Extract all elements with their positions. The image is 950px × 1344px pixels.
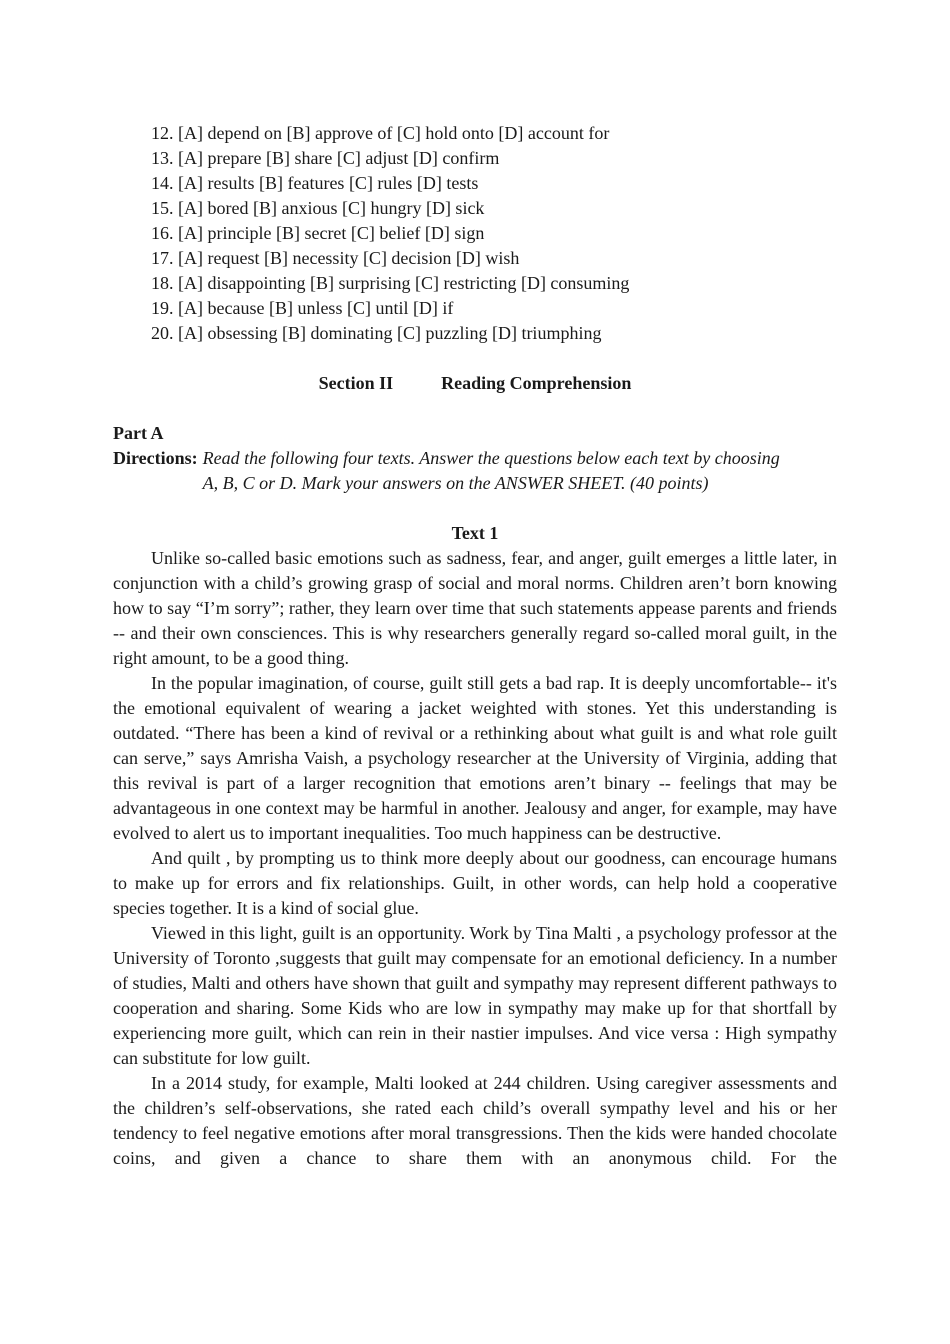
- paragraph: Unlike so-called basic emotions such as sadness, fear, and anger, guilt emerges a little later, in conjunction with a child’s growing grasp of social and moral norms. Children aren’t born knowing how to say “I’m sorry”; rather, they learn over time that such statements appease parents and friends -- and their own consciences. This is why researchers generally regard so-called moral guilt, in the right amount, to be a good thing.: [113, 548, 837, 668]
- section-heading: [113, 371, 837, 396]
- paragraph: In a 2014 study, for example, Malti looked at 244 children. Using caregiver assessments and the children’s self-observations, she rated each child’s overall sympathy level and his or her tendency to feel negative emotions after moral transgressions. Then the kids were handed chocolate coins, and given a chance to share them with an anonymous child. For the: [113, 1073, 837, 1168]
- option-item-13: 13. [A] prepare [B] share [C] adjust [D] confirm: [151, 148, 500, 168]
- directions-line-2: A, B, C or D. Mark your answers on the ANSWER SHEET. (40 points): [202, 473, 709, 493]
- option-item-19: 19. [A] because [B] unless [C] until [D] if: [151, 298, 454, 318]
- directions: [113, 446, 837, 496]
- section-title: Reading Comprehension: [441, 373, 632, 393]
- option-item-20: 20. [A] obsessing [B] dominating [C] puzzling [D] triumphing: [151, 323, 602, 343]
- paragraph: And quilt , by prompting us to think more deeply about our goodness, can encourage humans to make up for errors and fix relationships. Guilt, in other words, can help hold a cooperative species together. It is a kind of social glue.: [113, 848, 837, 918]
- option-item-18: 18. [A] disappointing [B] surprising [C] restricting [D] consuming: [151, 273, 630, 293]
- option-item-14: 14. [A] results [B] features [C] rules [D] tests: [151, 173, 479, 193]
- answer-options-list: [113, 121, 837, 346]
- paragraph: Viewed in this light, guilt is an opportunity. Work by Tina Malti , a psychology professor at the University of Toronto ,suggests that guilt may compensate for an emotional deficiency. In a number of studies, Malti and others have shown that guilt and sympathy may represent different pathways to cooperation and sharing. Some Kids who are low in sympathy may make up for that shortfall by experiencing more guilt, which can rein in their nastier impulses. And vice versa : High sympathy can substitute for low guilt.: [113, 923, 837, 1068]
- part-label: Part A: [113, 423, 164, 443]
- directions-line-1: Read the following four texts. Answer the questions below each text by choosing: [202, 448, 780, 468]
- option-item-16: 16. [A] principle [B] secret [C] belief [D] sign: [151, 223, 485, 243]
- option-item-17: 17. [A] request [B] necessity [C] decision [D] wish: [151, 248, 520, 268]
- exam-page: [113, 121, 837, 1171]
- option-item-15: 15. [A] bored [B] anxious [C] hungry [D] sick: [151, 198, 485, 218]
- paragraph: In the popular imagination, of course, guilt still gets a bad rap. It is deeply uncomfortable-- it's the emotional equivalent of wearing a jacket weighted with stones. Yet this understanding is outdated. “There has been a kind of revival or a rethinking about what guilt is and what role guilt can serve,” says Amrisha Vaish, a psychology researcher at the University of Virginia, adding that this revival is part of a larger recognition that emotions aren’t binary -- feelings that may be advantageous in one context may be harmful in another. Jealousy and anger, for example, may have evolved to alert us to important inequalities. Too much happiness can be destructive.: [113, 673, 837, 843]
- section-number: Section II: [318, 373, 394, 393]
- directions-text: [203, 446, 780, 496]
- option-item-12: 12. [A] depend on [B] approve of [C] hold onto [D] account for: [151, 123, 610, 143]
- directions-label: Directions:: [113, 448, 198, 468]
- text-title: Text 1: [451, 523, 499, 543]
